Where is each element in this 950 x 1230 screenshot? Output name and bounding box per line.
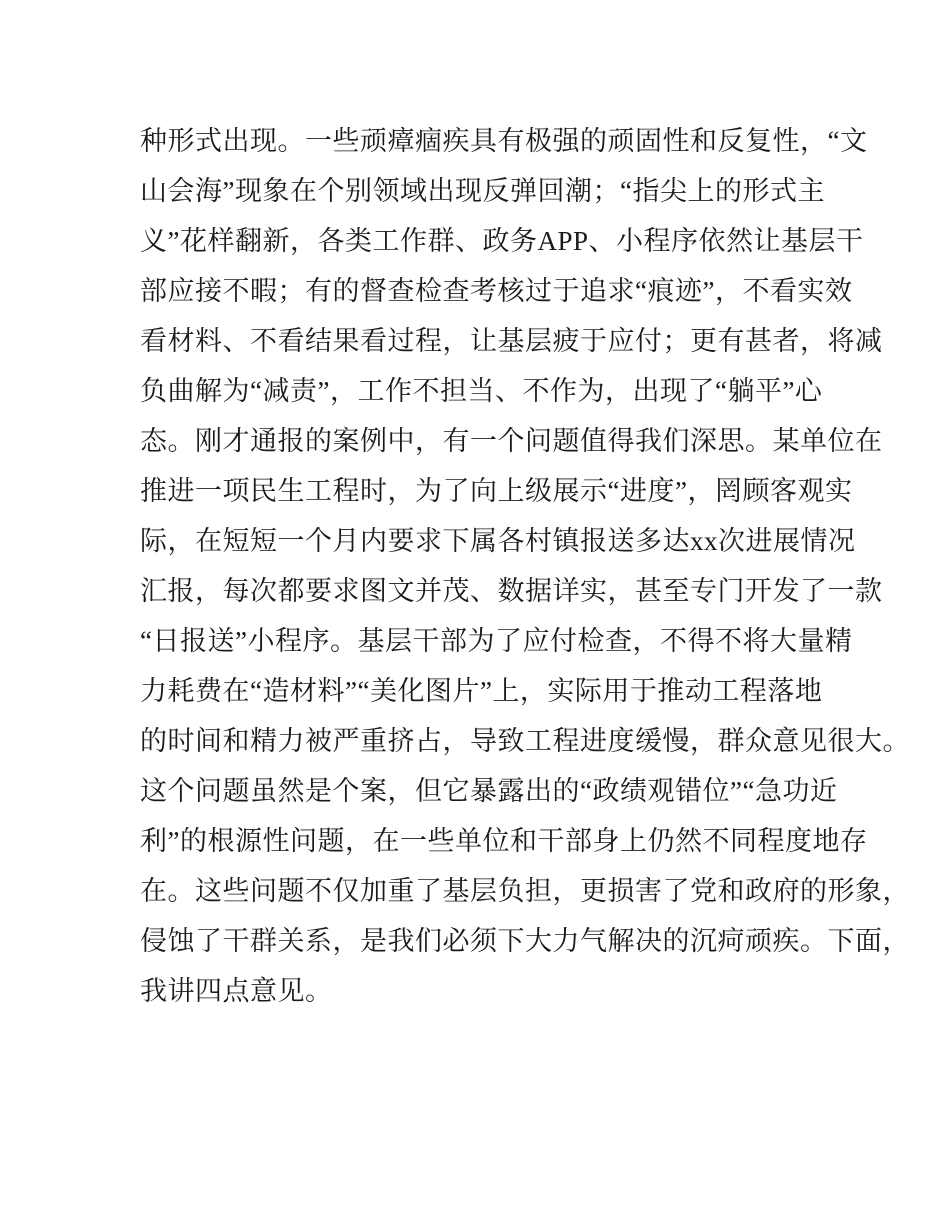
text-line: 山会海”现象在个别领域出现反弹回潮；“指尖上的形式主 [140, 176, 825, 206]
text-line: 际，在短短一个月内要求下属各村镇报送多达xx次进展情况 [140, 526, 856, 556]
text-line: 态。刚才通报的案例中，有一个问题值得我们深思。某单位在 [140, 426, 883, 456]
text-line: 看材料、不看结果看过程，让基层疲于应付；更有甚者，将减 [140, 326, 883, 356]
text-line: 负曲解为“减责”，工作不担当、不作为，出现了“躺平”心 [140, 376, 823, 406]
text-line: 的时间和精力被严重挤占，导致工程进度缓慢，群众意见很大。 [140, 726, 910, 756]
text-line: 利”的根源性问题，在一些单位和干部身上仍然不同程度地存 [140, 826, 868, 856]
text-line: 种形式出现。一些顽瘴痼疾具有极强的顽固性和反复性，“文 [140, 126, 868, 156]
text-line: 在。这些问题不仅加重了基层负担，更损害了党和政府的形象， [140, 876, 910, 906]
text-line: 侵蚀了干群关系，是我们必须下大力气解决的沉疴顽疾。下面， [140, 926, 910, 956]
text-line: 部应接不暇；有的督查检查考核过于追求“痕迹”，不看实效 [140, 276, 853, 306]
text-line: 力耗费在“造材料”“美化图片”上，实际用于推动工程落地 [140, 676, 823, 706]
text-line: 这个问题虽然是个案，但它暴露出的“政绩观错位”“急功近 [140, 776, 838, 806]
text-line: “日报送”小程序。基层干部为了应付检查，不得不将大量精 [140, 626, 853, 656]
text-line: 汇报，每次都要求图文并茂、数据详实，甚至专门开发了一款 [140, 576, 883, 606]
text-line: 我讲四点意见。 [140, 976, 333, 1006]
text-line: 推进一项民生工程时，为了向上级展示“进度”，罔顾客观实 [140, 476, 853, 506]
text-line: 义”花样翻新，各类工作群、政务APP、小程序依然让基层干 [140, 226, 864, 256]
document-body [140, 116, 910, 1016]
